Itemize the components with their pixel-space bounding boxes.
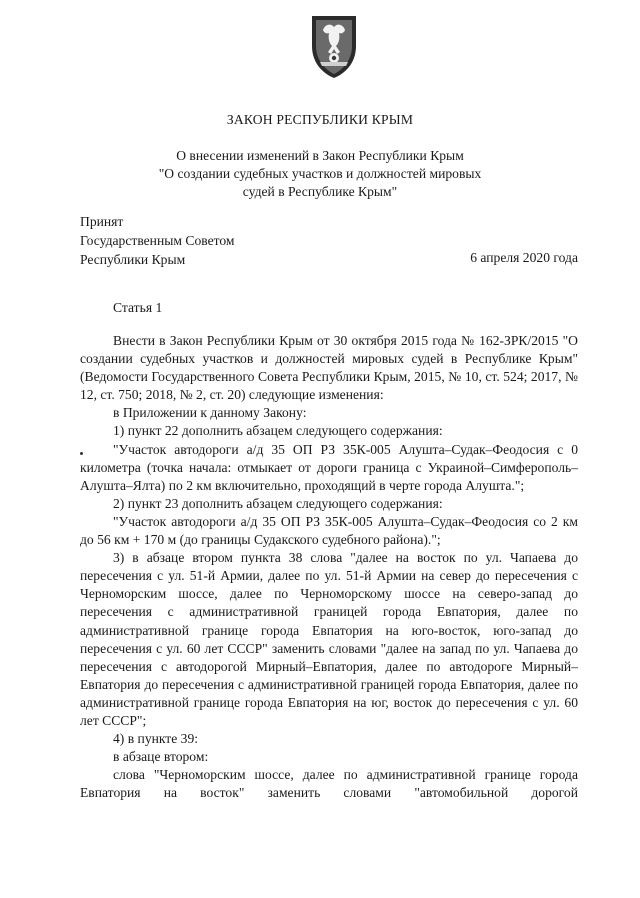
paragraph: "Участок автодороги а/д 35 ОП РЗ 35К-005 Алушта–Судак–Феодосия с 0 километра (точка начала: отмыкает от дороги граница с Украиной–Симферополь–Алушта–Ялта) по 2 км включительно, проходящий в черте города Алушта."; xyxy=(80,441,578,493)
paragraph: 3) в абзаце втором пункта 38 слова "далее на восток по ул. Чапаева до пересечения с ул. 51-й Армии, далее по ул. 51-й Армии на север до пересечения с Черноморским шоссе, далее по Черноморскому шоссе на северо-запад до пересечения с административной границей города Евпатория, далее по административной границе города Евпатория на юго-восток, юго-запад до пересечения с ул. 60 лет СССР" заменить словами "далее на запад по ул. Чапаева до пересечения с автодорогой Мирный–Евпатория, далее по автодороге Мирный–Евпатория до пересечения с административной границей города Евпатория, далее по административной границе города Евпатория на юг, восток до пересечения с ул. 60 лет СССР"; xyxy=(80,550,578,728)
paragraph: в Приложении к данному Закону: xyxy=(113,405,307,421)
paragraph: "Участок автодороги а/д 35 ОП РЗ 35К-005 Алушта–Судак–Феодосия со 2 км до 56 км + 170 м (до границы Судакского судебного района)."; xyxy=(80,513,578,548)
paragraph: 4) в пункте 39: xyxy=(113,731,199,747)
paragraph: 1) пункт 22 дополнить абзацем следующего содержания: xyxy=(113,423,443,439)
paragraph: слова "Черноморским шоссе, далее по административной границе города Евпатория на восток" заменить словами "автомобильной дорогой xyxy=(80,767,578,801)
subtitle-line: О внесении изменений в Закон Республики Крым xyxy=(176,148,464,163)
paragraph: в абзаце втором: xyxy=(113,749,209,765)
adoption-block xyxy=(80,212,235,269)
law-title: ЗАКОН РЕСПУБЛИКИ КРЫМ xyxy=(226,112,414,127)
adoption-date: 6 апреля 2020 года xyxy=(470,250,578,265)
article-heading: Статья 1 xyxy=(113,300,163,315)
adoption-line: Принят xyxy=(80,214,124,229)
adoption-line: Республики Крым xyxy=(80,252,186,267)
article-body xyxy=(80,332,578,802)
subtitle-line: "О создании судебных участков и должностей мировых xyxy=(158,166,482,181)
adoption-line: Государственным Советом xyxy=(80,233,235,248)
law-subtitle xyxy=(0,147,640,201)
paragraph: Внести в Закон Республики Крым от 30 октября 2015 года № 162-ЗРК/2015 "О создании судебных участков и должностей мировых судей в Республике Крым" (Ведомости Государственного Совета Республики Крым, 2015, № 10, ст. 524; 2017, № 12, ст. 750; 2018, № 2, ст. 20) следующие изменения: xyxy=(80,333,578,403)
subtitle-line: судей в Республике Крым" xyxy=(242,184,398,199)
paragraph: 2) пункт 23 дополнить абзацем следующего содержания: xyxy=(113,495,443,511)
coat-of-arms-icon xyxy=(306,12,362,80)
